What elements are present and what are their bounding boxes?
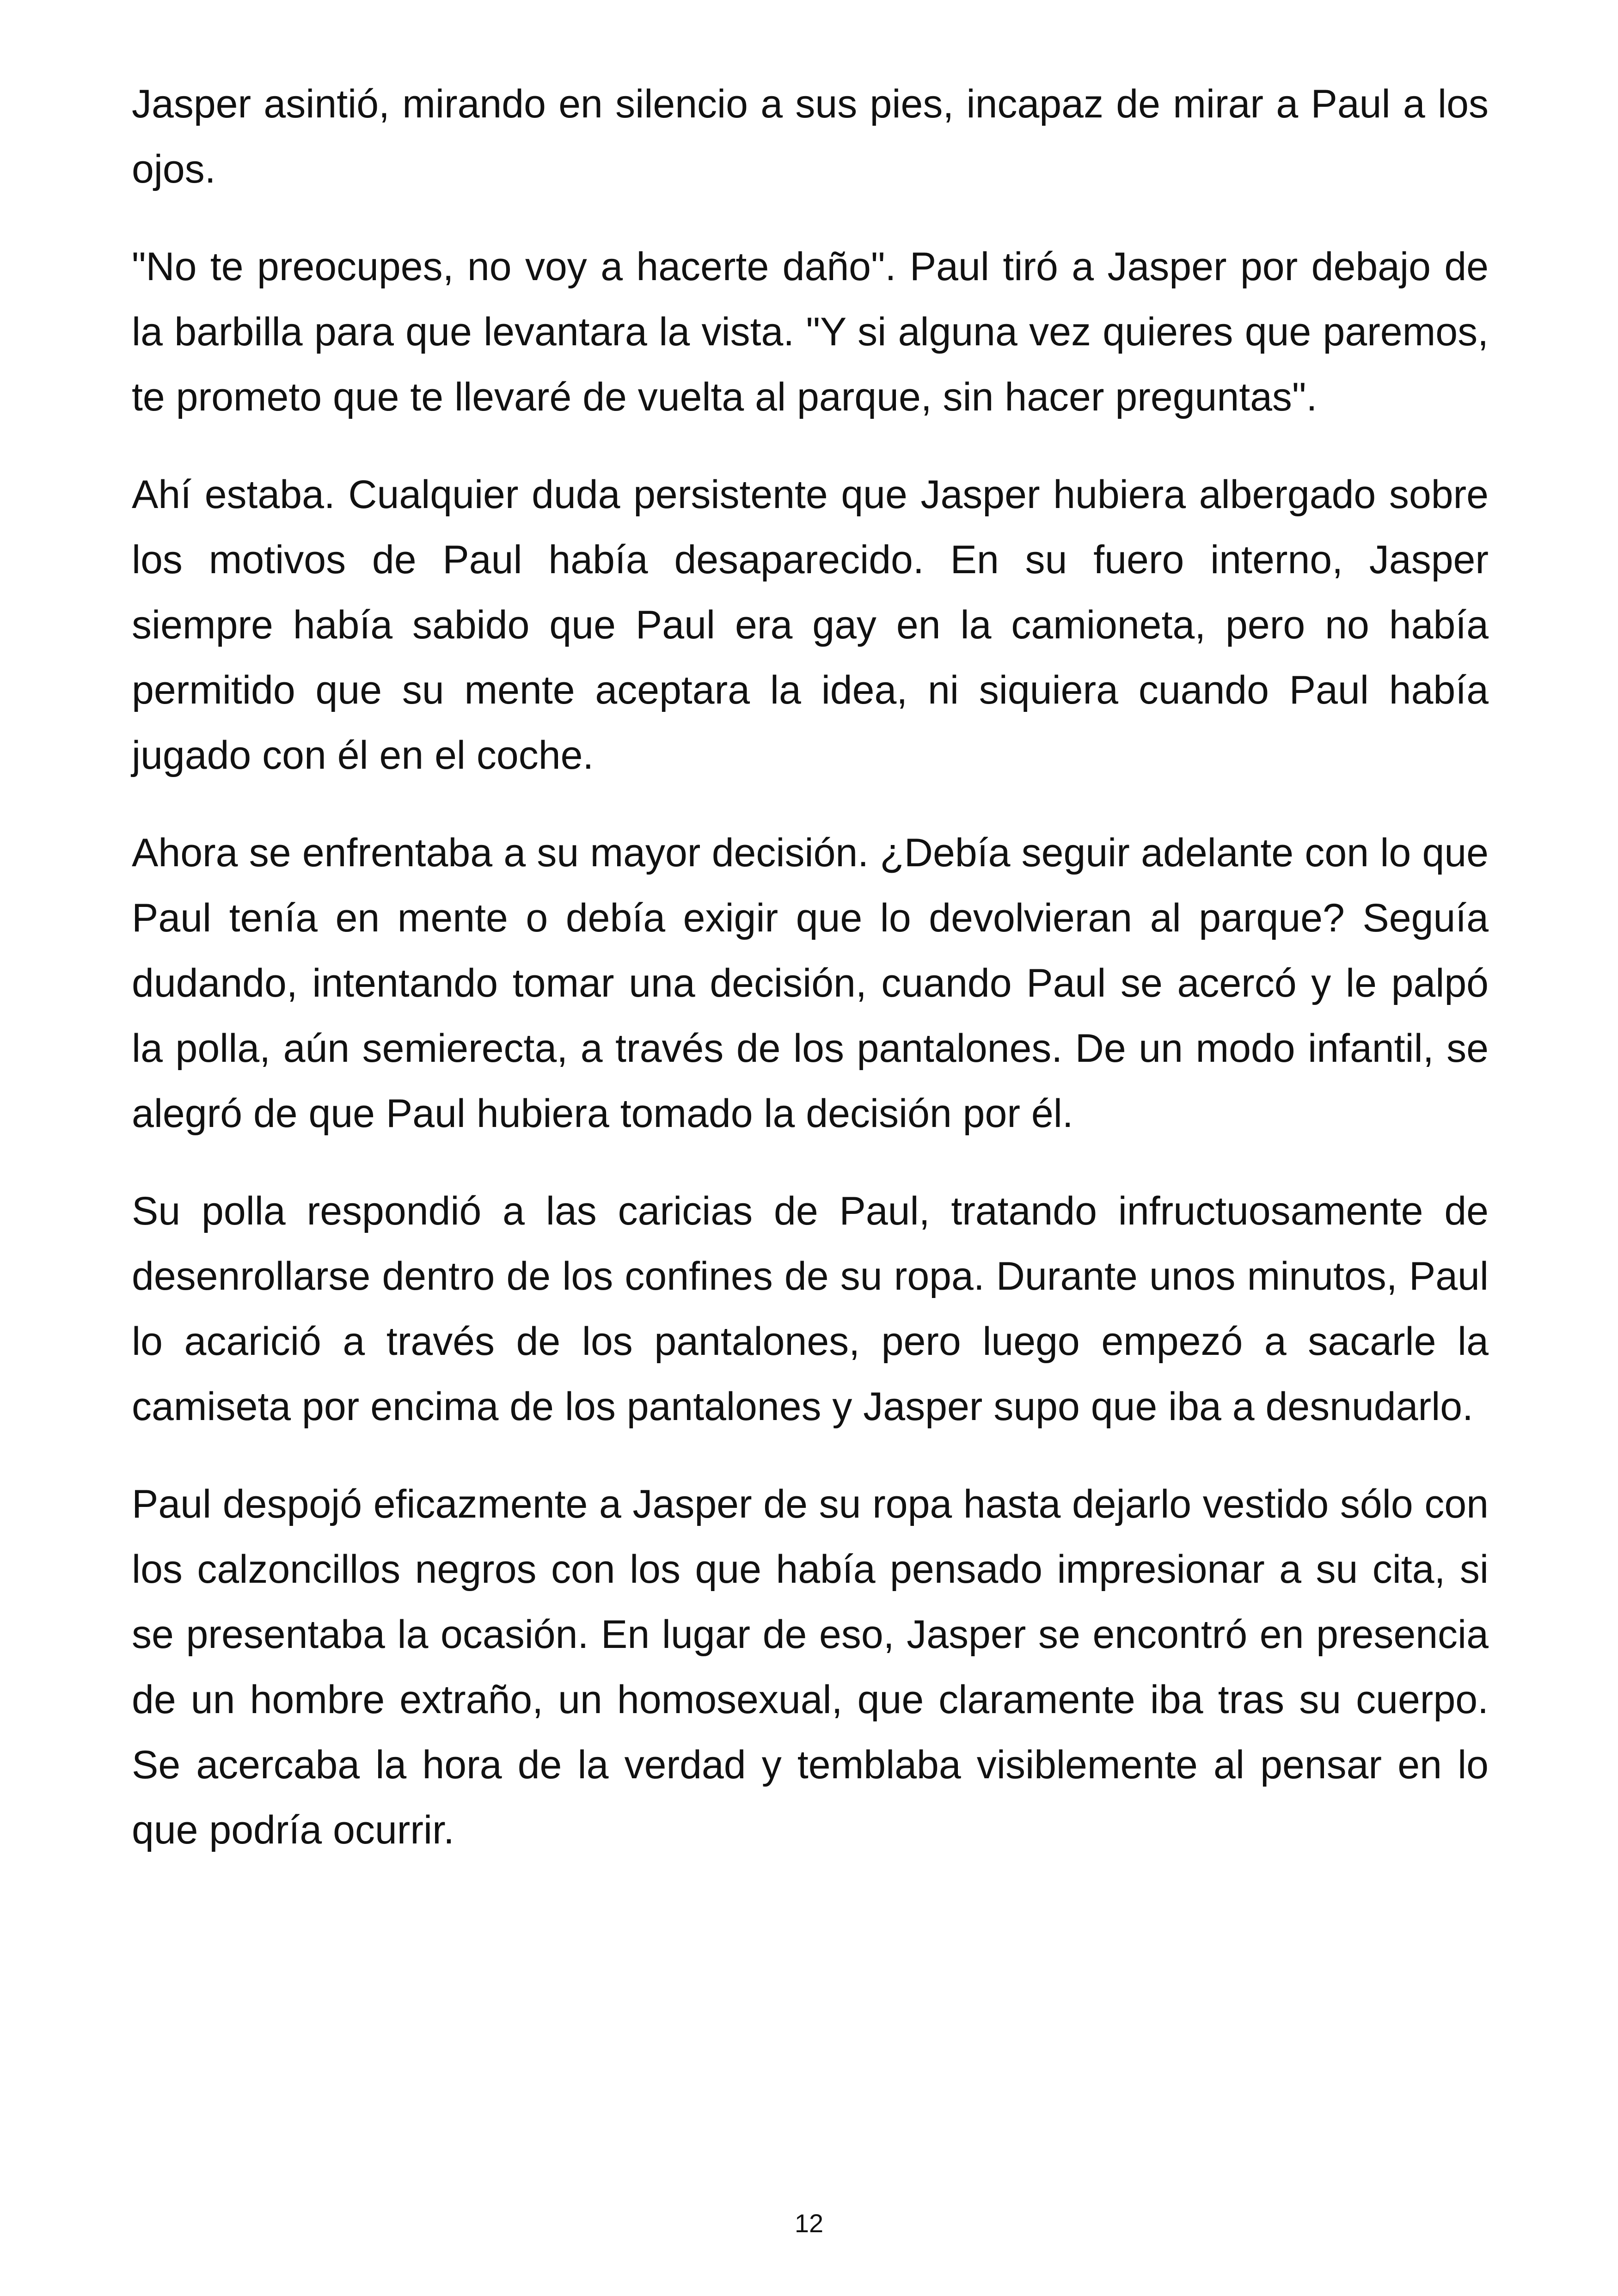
body-text — [132, 72, 1489, 1895]
paragraph-1: Jasper asintió, mirando en silencio a sus pies, incapaz de mirar a Paul a los ojos. — [132, 82, 1489, 191]
paragraph-2: "No te preocupes, no voy a hacerte daño". Paul tiró a Jasper por debajo de la barbilla para que levantara la vista. "Y si alguna vez quieres que paremos, te prometo que te llevaré de vuelta al parque, sin hacer preguntas". — [132, 245, 1489, 419]
page-number: 12 — [794, 2209, 824, 2238]
paragraph-6: Paul despojó eficazmente a Jasper de su ropa hasta dejarlo vestido sólo con los calzoncillos negros con los que había pensado impresionar a su cita, si se presentaba la ocasión. En lugar de eso, Jasper se encontró en presencia de un hombre extraño, un homosexual, que claramente iba tras su cuerpo. Se acercaba la hora de la verdad y temblaba visiblemente al pensar en lo que podría ocurrir. — [132, 1482, 1489, 1852]
paragraph-5: Su polla respondió a las caricias de Paul, tratando infructuosamente de desenrollarse dentro de los confines de su ropa. Durante unos minutos, Paul lo acarició a través de los pantalones, pero luego empezó a sacarle la camiseta por encima de los pantalones y Jasper supo que iba a desnudarlo. — [132, 1189, 1489, 1429]
paragraph-4: Ahora se enfrentaba a su mayor decisión. ¿Debía seguir adelante con lo que Paul tenía en mente o debía exigir que lo devolvieran al parque? Seguía dudando, intentando tomar una decisión, cuando Paul se acercó y le palpó la polla, aún semierecta, a través de los pantalones. De un modo infantil, se alegró de que Paul hubiera tomado la decisión por él. — [132, 831, 1489, 1136]
paragraph-3: Ahí estaba. Cualquier duda persistente que Jasper hubiera albergado sobre los motivos de Paul había desaparecido. En su fuero interno, Jasper siempre había sabido que Paul era gay en la camioneta, pero no había permitido que su mente aceptara la idea, ni siquiera cuando Paul había jugado con él en el coche. — [132, 472, 1489, 778]
